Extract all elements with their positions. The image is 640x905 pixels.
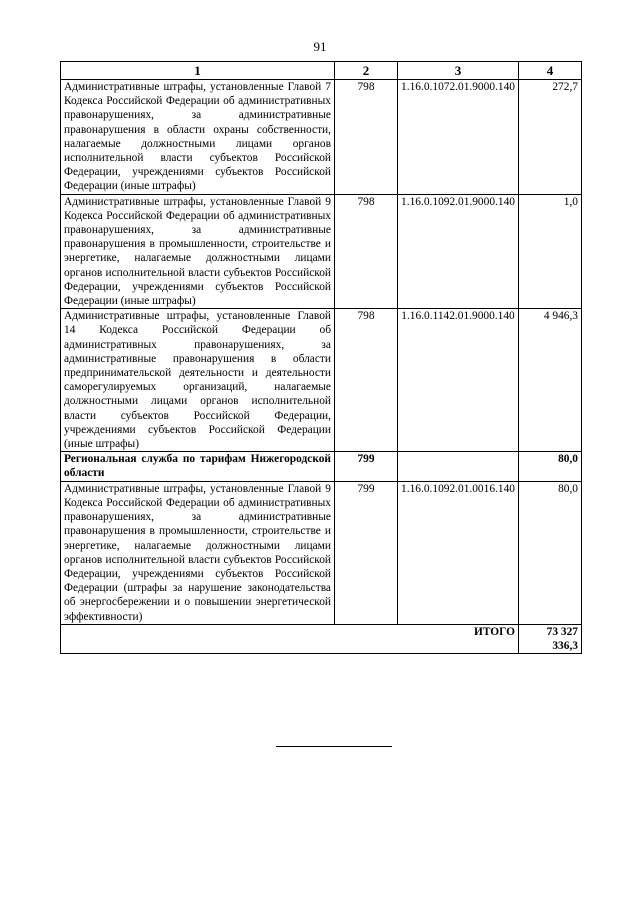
row-amount: 4 946,3 (519, 309, 582, 452)
section-title: Региональная служба по тарифам Нижегородской области (61, 452, 335, 481)
total-row (61, 624, 582, 653)
header-col-2: 2 (335, 62, 398, 80)
header-col-1: 1 (61, 62, 335, 80)
row-admin-code: 799 (335, 481, 398, 624)
row-admin-code: 798 (335, 194, 398, 309)
row-description: Административные штрафы, установленные Главой 7 Кодекса Российской Федерации об административных правонарушениях, за административные правонарушения в области охраны собственности, налагаемые должностными лицами органов исполнительной власти субъектов Российской Федерации, учреждениями субъектов Российской Федерации (иные штрафы) (61, 80, 335, 195)
row-amount: 80,0 (519, 452, 582, 481)
row-amount: 1,0 (519, 194, 582, 309)
table-row-section (61, 452, 582, 481)
header-row (61, 62, 582, 80)
row-budget-code: 1.16.0.1092.01.0016.140 (398, 481, 519, 624)
row-admin-code: 798 (335, 80, 398, 195)
row-admin-code: 798 (335, 309, 398, 452)
row-budget-code: 1.16.0.1092.01.9000.140 (398, 194, 519, 309)
header-col-3: 3 (398, 62, 519, 80)
row-budget-code (398, 452, 519, 481)
header-col-4: 4 (519, 62, 582, 80)
row-description: Административные штрафы, установленные Главой 9 Кодекса Российской Федерации об административных правонарушениях, за административные правонарушения в промышленности, строительстве и энергетике, налагаемые должностными лицами органов исполнительной власти субъектов Российской Федерации, учреждениями субъектов Российской Федерации (иные штрафы) (61, 194, 335, 309)
row-budget-code: 1.16.0.1072.01.9000.140 (398, 80, 519, 195)
page-number: 91 (313, 39, 327, 54)
table-row (61, 309, 582, 452)
table-row (61, 80, 582, 195)
total-label: ИТОГО (61, 624, 519, 653)
table-row (61, 481, 582, 624)
total-amount: 73 327 336,3 (519, 624, 582, 653)
row-amount: 80,0 (519, 481, 582, 624)
budget-table (60, 61, 582, 654)
footer-divider (276, 746, 392, 747)
row-admin-code: 799 (335, 452, 398, 481)
row-budget-code: 1.16.0.1142.01.9000.140 (398, 309, 519, 452)
row-description: Административные штрафы, установленные Главой 14 Кодекса Российской Федерации об административных правонарушениях, за административные правонарушения в области предпринимательской деятельности и деятельности саморегулируемых организаций, налагаемые должностными лицами органов исполнительной власти субъектов Российской Федерации, учреждениями субъектов Российской Федерации (иные штрафы) (61, 309, 335, 452)
row-amount: 272,7 (519, 80, 582, 195)
table-row (61, 194, 582, 309)
row-description: Административные штрафы, установленные Главой 9 Кодекса Российской Федерации об административных правонарушениях, за административные правонарушения в промышленности, строительстве и энергетике, налагаемые должностными лицами органов исполнительной власти субъектов Российской Федерации, учреждениями субъектов Российской Федерации (штрафы за нарушение законодательства об энергосбережении и о повышении энергетической эффективности) (61, 481, 335, 624)
